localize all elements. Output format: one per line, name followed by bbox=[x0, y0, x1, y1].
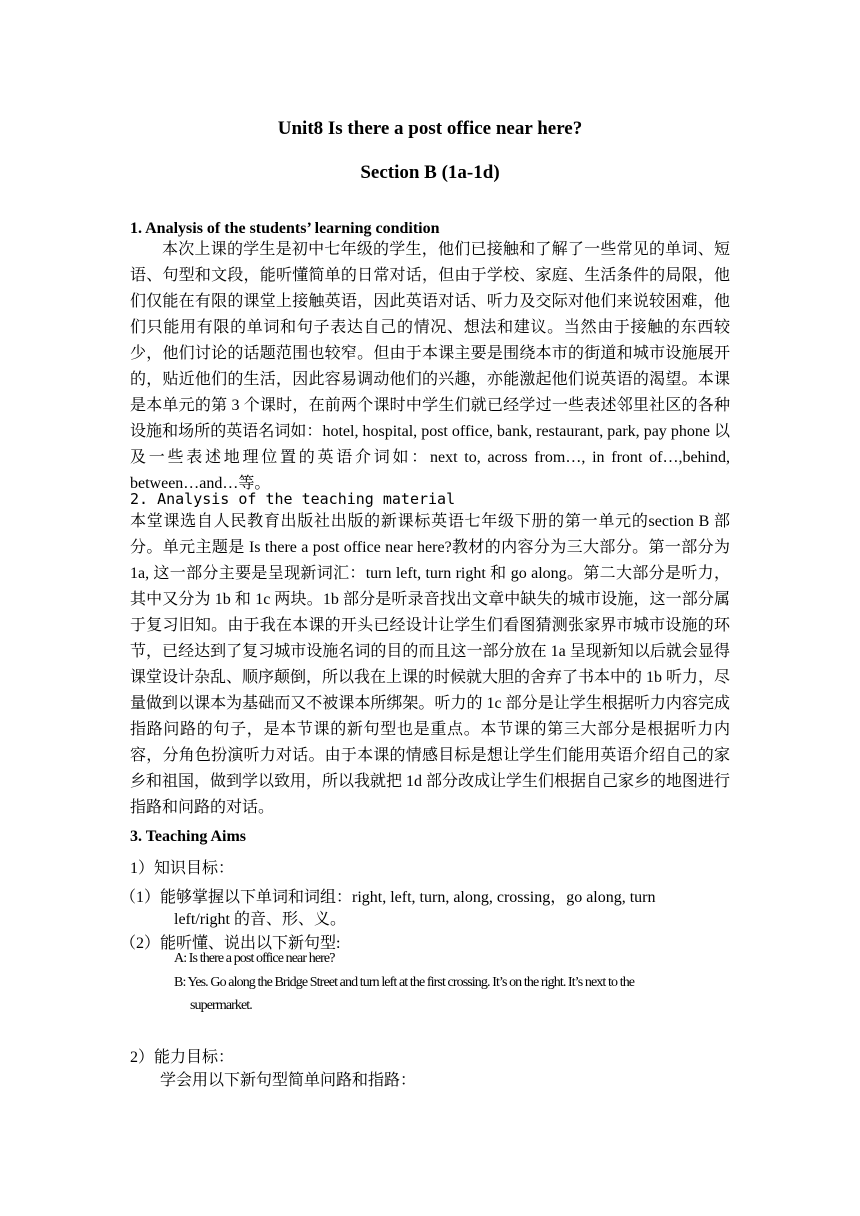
ability-aims-text: 学会用以下新句型简单问路和指路： bbox=[160, 1072, 417, 1089]
section3-heading: 3. Teaching Aims bbox=[130, 828, 247, 845]
section1-heading: 1. Analysis of the students’ learning condition bbox=[130, 220, 440, 237]
aim-item-1: （1）能够掌握以下单词和词组：right, left, turn, along, crossing，go along, turn bbox=[120, 889, 656, 906]
ability-aims-label: 2）能力目标： bbox=[130, 1049, 235, 1066]
knowledge-aims-label: 1）知识目标： bbox=[130, 860, 235, 877]
section2-body bbox=[130, 509, 730, 821]
section2-heading: 2. Analysis of the teaching material bbox=[130, 490, 456, 508]
aim-item-1-continued: left/right 的音、形、义。 bbox=[174, 911, 346, 928]
dialog-line-b: B: Yes. Go along the Bridge Street and turn left at the first crossing. It’s on the right. It’s next to the bbox=[174, 975, 635, 990]
dialog-line-a: A: Is there a post office near here? bbox=[174, 951, 335, 966]
aim-item-2: （2）能听懂、说出以下新句型: bbox=[120, 935, 341, 952]
dialog-line-b-continued: supermarket. bbox=[190, 998, 252, 1013]
document-title: Unit8 Is there a post office near here? bbox=[277, 118, 583, 139]
section1-body bbox=[130, 237, 730, 497]
document-subtitle: Section B (1a-1d) bbox=[360, 162, 500, 183]
section1-paragraph: 本次上课的学生是初中七年级的学生，他们已接触和了解了一些常见的单词、短语、句型和文段，能听懂简单的日常对话，但由于学校、家庭、生活条件的局限，他们仅能在有限的课堂上接触英语，因此英语对话、听力及交际对他们来说较困难，他们只能用有限的单词和句子表达自己的情况、想法和建议。当然由于接触的东西较少，他们讨论的话题范围也较窄。但由于本课主要是围绕本市的街道和城市设施展开的，贴近他们的生活，因此容易调动他们的兴趣，亦能激起他们说英语的渴望。本课是本单元的第 3 个课时，在前两个课时中学生们就已经学过一些表述邻里社区的各种设施和场所的英语名词如：hotel, hospital, post office, bank, restaurant, park, pay phone 以及一些表述地理位置的英语介词如：next to, across from…, in front of…,behind, between…and…等。 bbox=[130, 241, 730, 492]
section2-paragraph: 本堂课选自人民教育出版社出版的新课标英语七年级下册的第一单元的section B 部分。单元主题是 Is there a post office near here?教材的内容分为三大部分。第一部分为 1a, 这一部分主要是呈现新词汇：turn left, turn right 和 go along。第二大部分是听力，其中又分为 1b 和 1c 两块。1b 部分是听录音找出文章中缺失的城市设施，这一部分属于复习旧知。由于我在本课的开头已经设计让学生们看图猜测张家界市城市设施的环节，已经达到了复习城市设施名词的目的而且这一部分放在 1a 呈现新知以后就会显得课堂设计杂乱、顺序颠倒，所以我在上课的时候就大胆的舍弃了书本中的 1b 听力，尽量做到以课本为基础而又不被课本所绑架。听力的 1c 部分是让学生根据听力内容完成指路问路的句子，是本节课的新句型也是重点。本节课的第三大部分是根据听力内容，分角色扮演听力对话。由于本课的情感目标是想让学生们能用英语介绍自己的家乡和祖国，做到学以致用，所以我就把 1d 部分改成让学生们根据自己家乡的地图进行指路和问路的对话。 bbox=[130, 513, 731, 816]
